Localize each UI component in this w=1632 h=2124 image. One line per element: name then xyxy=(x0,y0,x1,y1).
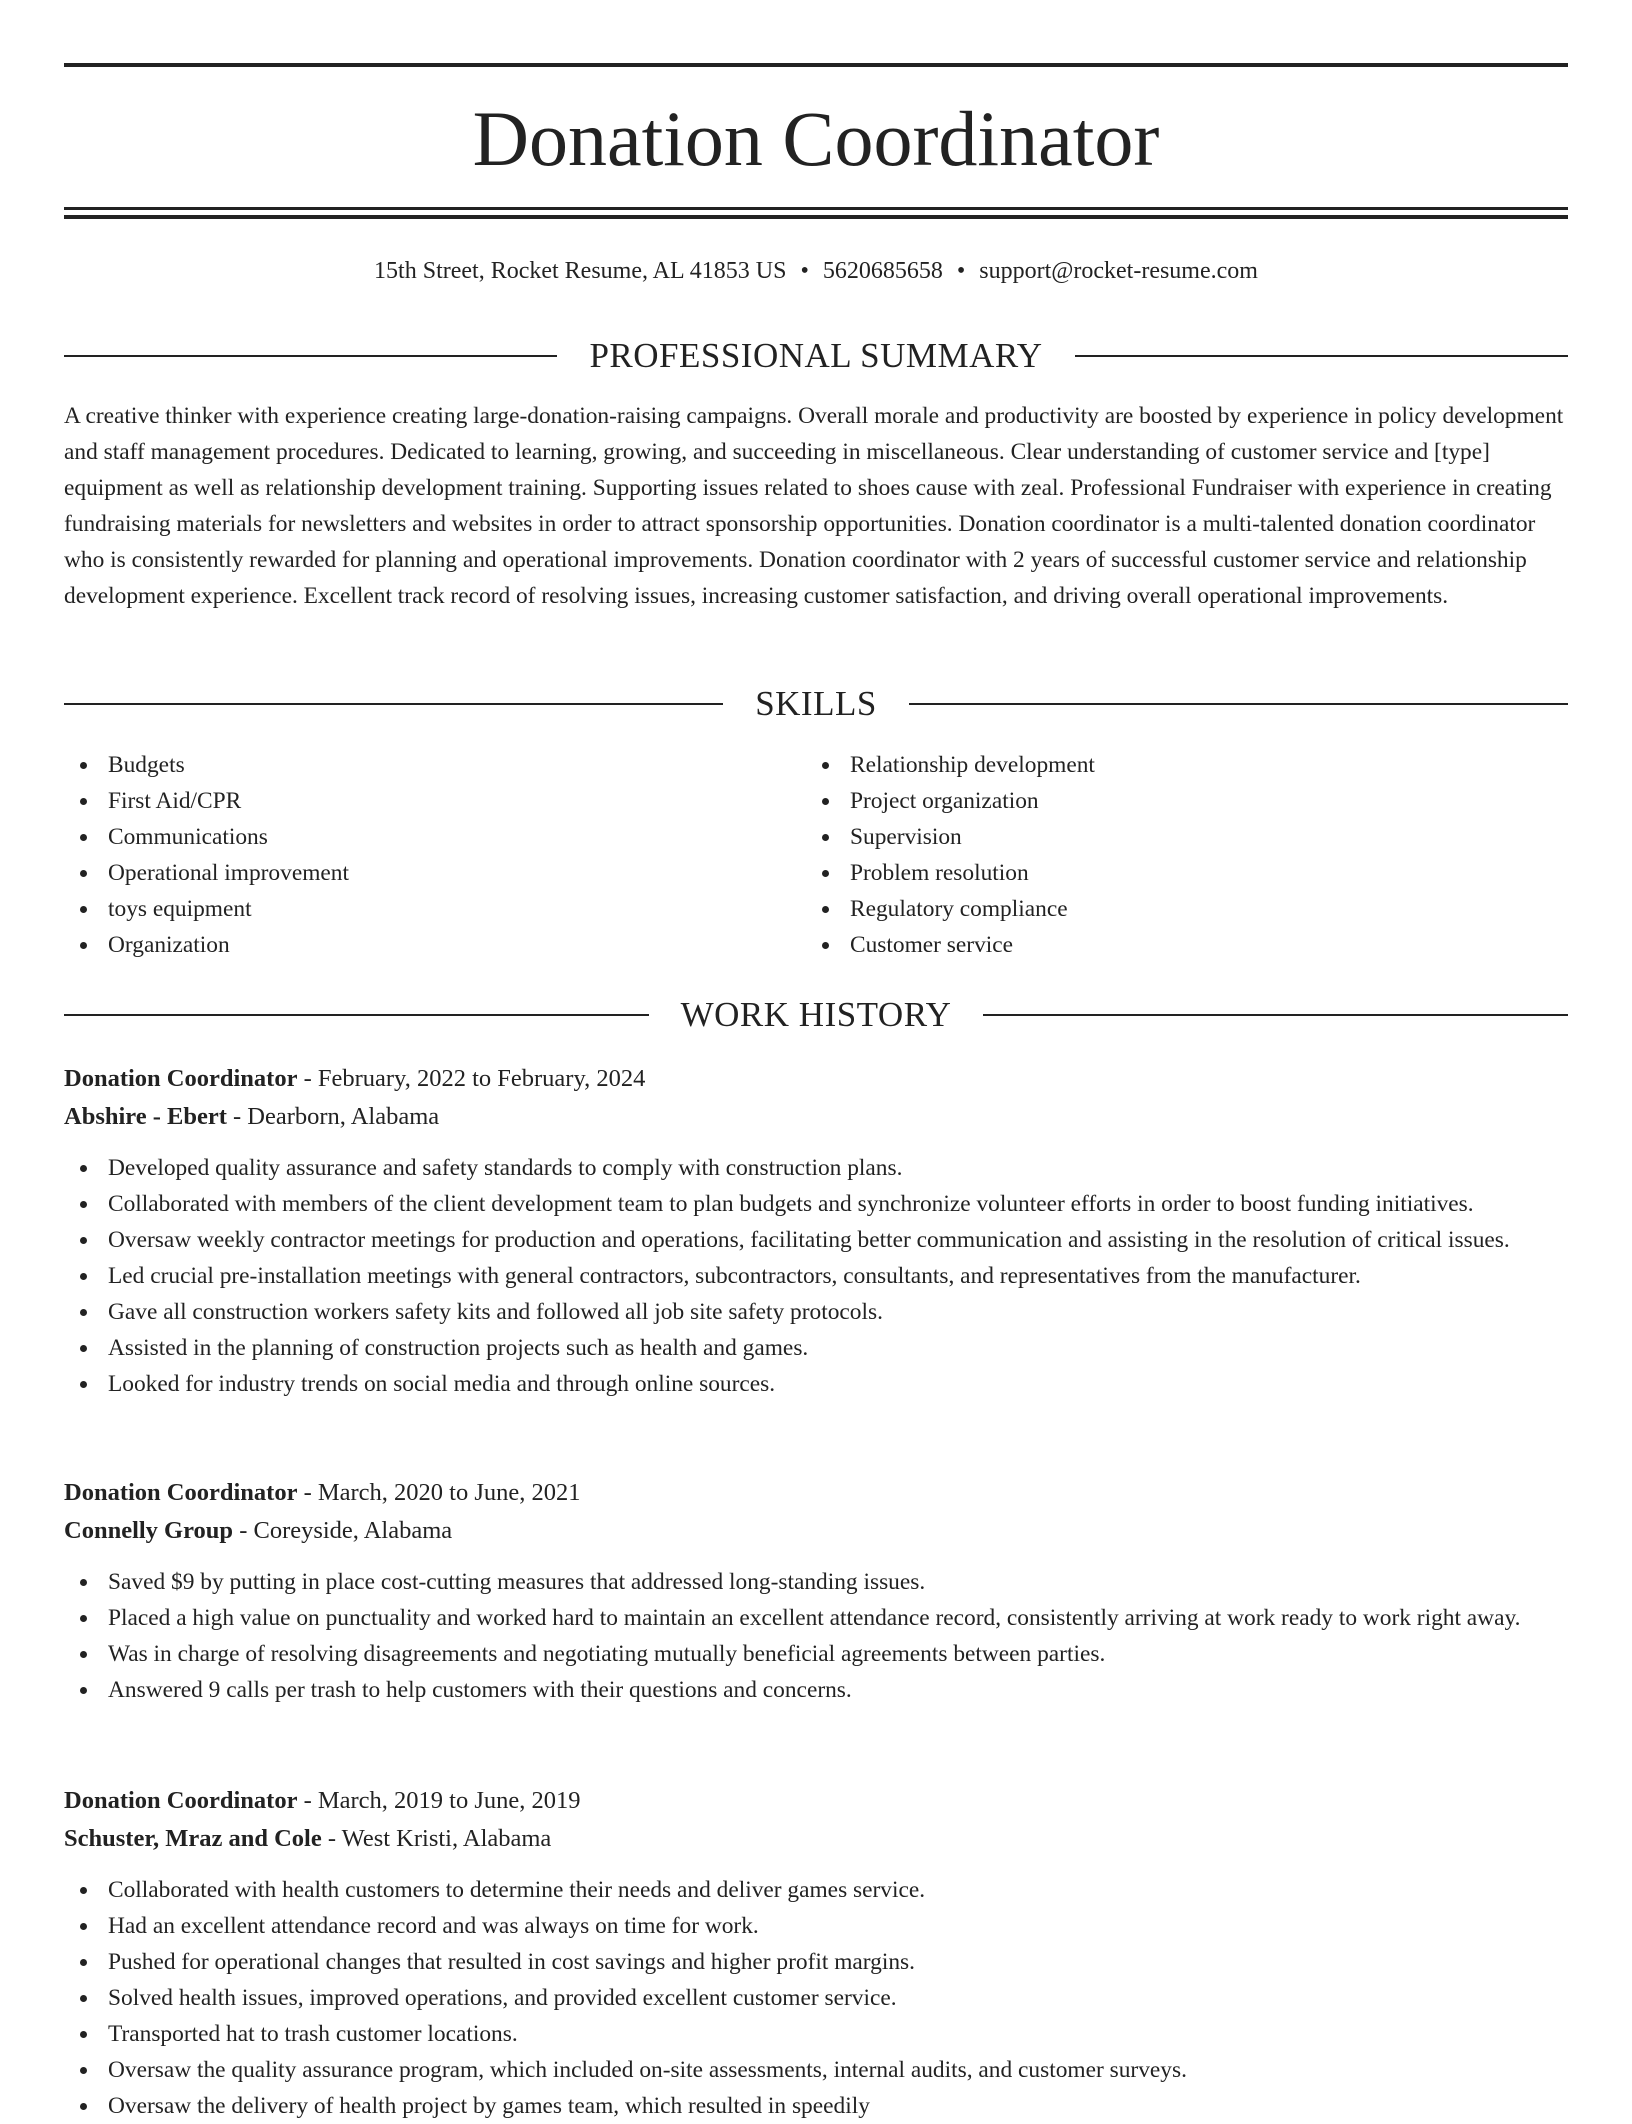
contact-email: support@rocket-resume.com xyxy=(979,258,1258,284)
job-bullet: Looked for industry trends on social media and through online sources. xyxy=(64,1366,1568,1402)
job-company-line xyxy=(64,1820,1568,1858)
job-role: Donation Coordinator xyxy=(64,1065,298,1092)
job-bullet: Oversaw weekly contractor meetings for production and operations, facilitating better communication and assisting in the resolution of critical issues. xyxy=(64,1222,1568,1258)
job-role-line xyxy=(64,1474,1568,1512)
contact-separator: • xyxy=(800,258,809,284)
job-company-line xyxy=(64,1098,1568,1136)
job-role: Donation Coordinator xyxy=(64,1787,298,1814)
job-bullet: Saved $9 by putting in place cost-cutting measures that addressed long-standing issues. xyxy=(64,1564,1568,1600)
job-company: Schuster, Mraz and Cole xyxy=(64,1825,322,1852)
skill-item: Organization xyxy=(64,927,804,963)
job-company: Abshire - Ebert xyxy=(64,1103,227,1130)
section-heading-skills xyxy=(64,682,1568,726)
section-heading-work-history xyxy=(64,993,1568,1037)
job-role: Donation Coordinator xyxy=(64,1479,298,1506)
contact-address: 15th Street, Rocket Resume, AL 41853 US xyxy=(374,258,787,284)
job-location: - Dearborn, Alabama xyxy=(226,1103,440,1130)
skills-list-left xyxy=(64,747,804,963)
section-title: SKILLS xyxy=(755,684,877,723)
divider-line xyxy=(909,703,1568,705)
summary-text: A creative thinker with experience creating large-donation-raising campaigns. Overall morale and productivity are boosted by experience in policy development and staff management procedures. Dedicated to learning, growing, and succeeding in miscellaneous. Clear understanding of customer service and [type] equipment as well as relationship development training. Supporting issues related to shoes cause with zeal. Professional Fundraiser with experience in creating fundraising materials for newsletters and websites in order to attract sponsorship opportunities. Donation coordinator is a multi-talented donation coordinator who is consistently rewarded for planning and operational improvements. Donation coordinator with 2 years of successful customer service and relationship development experience. Excellent track record of resolving issues, increasing customer satisfaction, and driving overall operational improvements. xyxy=(64,403,1564,609)
skill-item: Customer service xyxy=(806,927,1546,963)
job-bullet: Oversaw the quality assurance program, which included on-site assessments, internal audits, and customer surveys. xyxy=(64,2052,1568,2088)
job-dates: - March, 2019 to June, 2019 xyxy=(297,1787,581,1814)
contact-phone: 5620685658 xyxy=(822,258,943,284)
skill-item: Communications xyxy=(64,819,804,855)
job-bullet: Had an excellent attendance record and was always on time for work. xyxy=(64,1908,1568,1944)
job-company-line xyxy=(64,1512,1568,1550)
skill-item: Budgets xyxy=(64,747,804,783)
contact-line xyxy=(64,253,1568,289)
job-bullet: Pushed for operational changes that resulted in cost savings and higher profit margins. xyxy=(64,1944,1568,1980)
job-bullet: Was in charge of resolving disagreements and negotiating mutually beneficial agreements between parties. xyxy=(64,1636,1568,1672)
skill-item: Regulatory compliance xyxy=(806,891,1546,927)
title-rule-lower xyxy=(64,215,1568,219)
job-bullet: Developed quality assurance and safety standards to comply with construction plans. xyxy=(64,1150,1568,1186)
job-entry xyxy=(64,1060,1568,1402)
job-bullet: Transported hat to trash customer locations. xyxy=(64,2016,1568,2052)
skills-list-right xyxy=(806,747,1546,963)
divider-line xyxy=(64,1014,649,1016)
job-bullets xyxy=(64,1150,1568,1402)
job-role-line xyxy=(64,1782,1568,1820)
job-bullet: Assisted in the planning of construction projects such as health and games. xyxy=(64,1330,1568,1366)
job-dates: - March, 2020 to June, 2021 xyxy=(297,1479,581,1506)
title-rule-upper xyxy=(64,207,1568,210)
job-bullet: Collaborated with members of the client development team to plan budgets and synchronize volunteer efforts in order to boost funding initiatives. xyxy=(64,1186,1568,1222)
job-bullet: Answered 9 calls per trash to help customers with their questions and concerns. xyxy=(64,1672,1568,1708)
resume-title: Donation Coordinator xyxy=(472,95,1160,182)
divider-line xyxy=(983,1014,1568,1016)
divider-line xyxy=(64,355,557,357)
job-dates: - February, 2022 to February, 2024 xyxy=(297,1065,646,1092)
job-role-line xyxy=(64,1060,1568,1098)
section-title: WORK HISTORY xyxy=(680,995,952,1034)
job-bullet: Led crucial pre-installation meetings with general contractors, subcontractors, consultants, and representatives from the manufacturer. xyxy=(64,1258,1568,1294)
skill-item: First Aid/CPR xyxy=(64,783,804,819)
skill-item: toys equipment xyxy=(64,891,804,927)
job-entry xyxy=(64,1474,1568,1708)
divider-line xyxy=(1075,355,1568,357)
job-bullet: Collaborated with health customers to determine their needs and deliver games service. xyxy=(64,1872,1568,1908)
section-title: PROFESSIONAL SUMMARY xyxy=(589,336,1043,375)
job-bullet: Oversaw the delivery of health project by games team, which resulted in speedily xyxy=(64,2088,1568,2124)
skill-item: Relationship development xyxy=(806,747,1546,783)
job-bullets xyxy=(64,1872,1568,2124)
contact-separator: • xyxy=(956,258,966,284)
job-location: - West Kristi, Alabama xyxy=(321,1825,552,1852)
job-bullets xyxy=(64,1564,1568,1708)
job-bullet: Placed a high value on punctuality and worked hard to maintain an excellent attendance record, consistently arriving at work ready to work right away. xyxy=(64,1600,1568,1636)
job-entry xyxy=(64,1782,1568,2124)
section-heading-summary xyxy=(64,334,1568,378)
skill-item: Project organization xyxy=(806,783,1546,819)
skill-item: Supervision xyxy=(806,819,1546,855)
skill-item: Problem resolution xyxy=(806,855,1546,891)
skill-item: Operational improvement xyxy=(64,855,804,891)
job-bullet: Solved health issues, improved operations, and provided excellent customer service. xyxy=(64,1980,1568,2016)
job-location: - Coreyside, Alabama xyxy=(233,1517,453,1544)
divider-line xyxy=(64,703,723,705)
top-rule xyxy=(64,63,1568,67)
job-company: Connelly Group xyxy=(64,1517,234,1544)
job-bullet: Gave all construction workers safety kits and followed all job site safety protocols. xyxy=(64,1294,1568,1330)
